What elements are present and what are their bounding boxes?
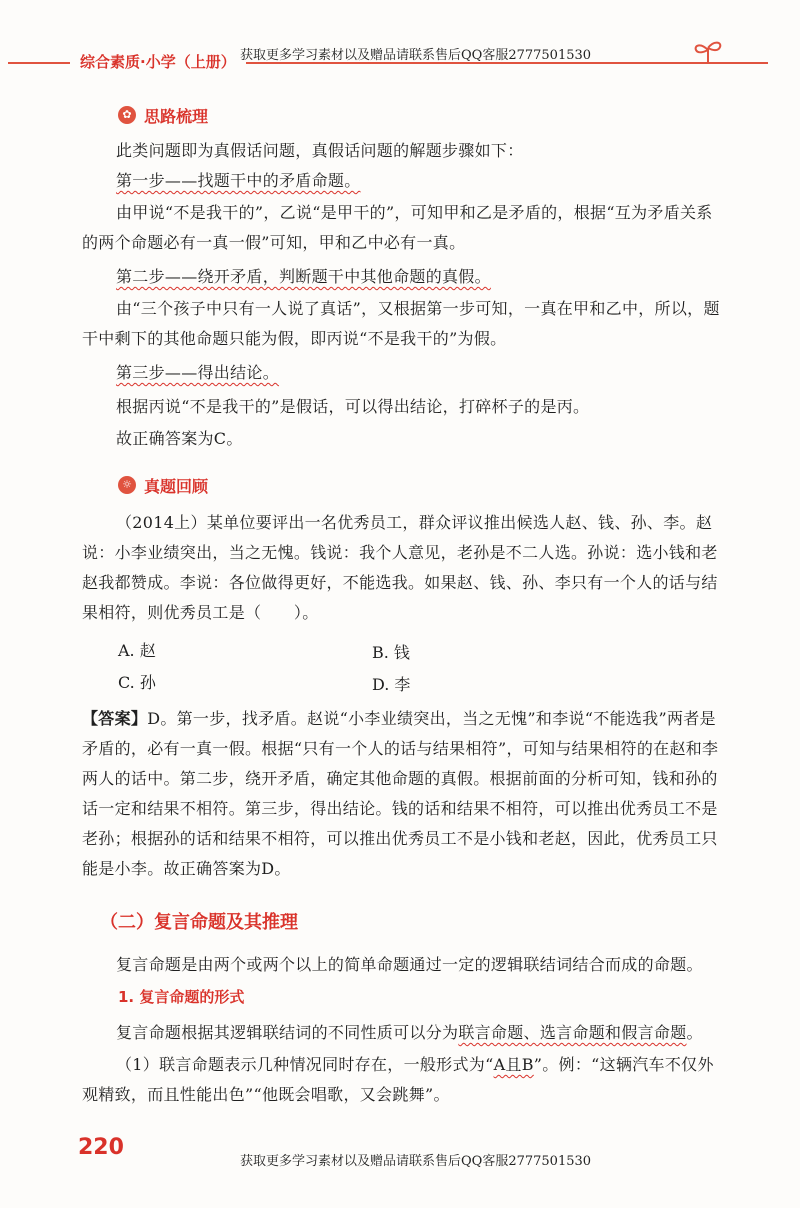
paragraph: 复言命题根据其逻辑联结词的不同性质可以分为联言命题、选言命题和假言命题。 bbox=[116, 1023, 703, 1042]
section-header-thinking bbox=[118, 102, 208, 128]
footer-watermark: 获取更多学习素材以及赠品请联系售后QQ客服2777501530 bbox=[240, 1154, 592, 1169]
paragraph: 复言命题是由两个或两个以上的简单命题通过一定的逻辑联结词结合而成的命题。 bbox=[116, 955, 703, 974]
book-title: 综合素质·小学（上册） bbox=[70, 49, 246, 75]
step-two-text: 第二步——绕开矛盾，判断题干中其他命题的真假。 bbox=[116, 267, 491, 286]
step-three bbox=[82, 358, 722, 388]
paragraph: （1）联言命题表示几种情况同时存在，一般形式为“A且B”。例：“这辆汽车不仅外观精致，而且性能出色”“他既会唱歌，又会跳舞”。 bbox=[82, 1055, 714, 1104]
section-title: 思路梳理 bbox=[144, 106, 209, 126]
header-watermark: 获取更多学习素材以及赠品请联系售后QQ客服2777501530 bbox=[240, 48, 592, 63]
paragraph: 故正确答案为C。 bbox=[116, 429, 243, 448]
section-title: 真题回顾 bbox=[144, 476, 209, 496]
answer-block bbox=[82, 704, 722, 884]
option-b: B. 钱 bbox=[372, 643, 410, 662]
paragraph: 根据丙说“不是我干的”是假话，可以得出结论，打碎杯子的是丙。 bbox=[116, 397, 590, 416]
highlighted-form: A且B bbox=[493, 1055, 534, 1074]
review-icon: ☼ bbox=[118, 476, 136, 494]
answer-label: 【答案】 bbox=[82, 709, 148, 728]
chapter-title: （二）复言命题及其推理 bbox=[100, 912, 298, 933]
answer-text: D。第一步，找矛盾。赵说“小李业绩突出，当之无愧”和李说“不能选我”两者是矛盾的，必有一真一假。根据“只有一个人的话与结果相符”，可知与结果相符的在赵和李两人的话中。第二步，绕开矛盾，确定其他命题的真假。根据前面的分析可知，钱和孙的话一定和结果不相符。第三步，得出结论。钱的话和结果不相符，可以推出优秀员工不是老孙；根据孙的话和结果不相符，可以推出优秀员工不是小钱和老赵，因此，优秀员工只能是小李。故正确答案为D。 bbox=[82, 709, 719, 878]
option-a: A. 赵 bbox=[118, 641, 156, 660]
option-c: C. 孙 bbox=[118, 673, 156, 692]
option-d: D. 李 bbox=[372, 675, 411, 694]
step-one-text: 第一步——找题干中的矛盾命题。 bbox=[116, 171, 361, 190]
step-two bbox=[82, 262, 722, 292]
paragraph: 由“三个孩子中只有一人说了真话”，又根据第一步可知，一真在甲和乙中，所以，题干中剩下的其他命题只能为假，即丙说“不是我干的”为假。 bbox=[82, 299, 720, 348]
highlighted-terms: 联言命题、选言命题和假言命题 bbox=[458, 1023, 687, 1042]
step-one bbox=[82, 166, 722, 196]
paragraph: 此类问题即为真假话问题，真假话问题的解题步骤如下： bbox=[116, 141, 524, 160]
step-three-text: 第三步——得出结论。 bbox=[116, 363, 280, 382]
page-number: 220 bbox=[78, 1135, 124, 1160]
paragraph: 由甲说“不是我干的”，乙说“是甲干的”，可知甲和乙是矛盾的，根据“互为矛盾关系的两个命题必有一真一假”可知，甲和乙中必有一真。 bbox=[82, 203, 713, 252]
section-header-review bbox=[118, 472, 208, 498]
sprout-icon bbox=[690, 38, 726, 66]
question-text: （2014上）某单位要评出一名优秀员工，群众评议推出候选人赵、钱、孙、李。赵说：小李业绩突出，当之无愧。钱说：我个人意见，老孙是不二人选。孙说：选小钱和老赵我都赞成。李说：各位做得更好，不能选我。如果赵、钱、孙、李只有一个人的话与结果相符，则优秀员工是（ ）。 bbox=[82, 513, 718, 622]
thought-icon: ✿ bbox=[118, 106, 136, 124]
sub-title: 1. 复言命题的形式 bbox=[118, 988, 245, 1006]
